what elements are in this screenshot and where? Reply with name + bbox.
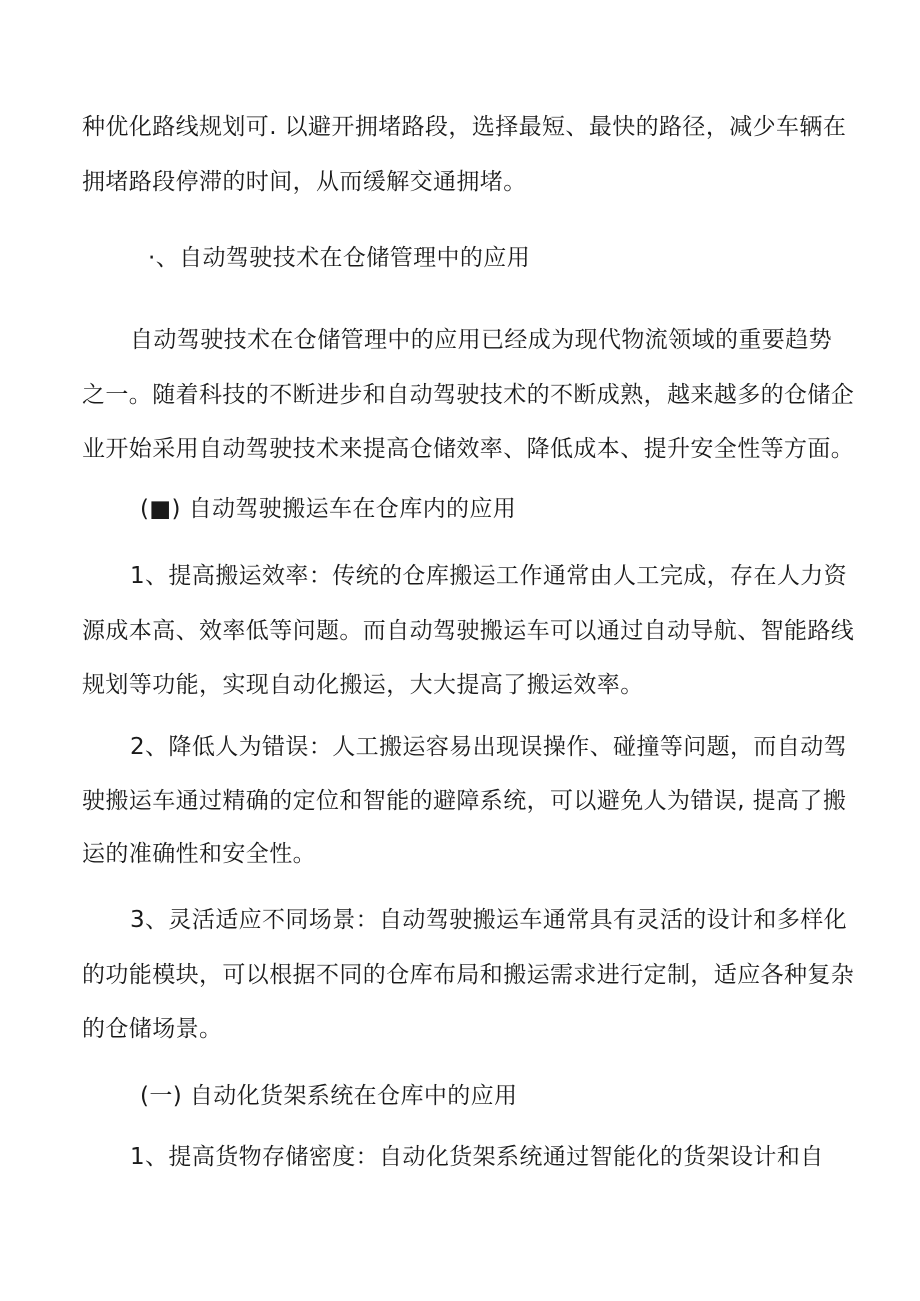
- text-line: 1、提高货物存储密度：自动化货架系统通过智能化的货架设计和自: [130, 1144, 824, 1170]
- text-line: 的仓储场景。: [82, 1016, 223, 1042]
- text-line: 业开始采用自动驾驶技术来提高仓储效率、降低成本、提升安全性等方面。: [82, 436, 855, 462]
- section-heading: ·、自动驾驶技术在仓储管理中的应用: [148, 245, 531, 271]
- text-line: 规划等功能，实现自动化搬运，大大提高了搬运效率。: [82, 672, 644, 698]
- text-line: 拥堵路段停滞的时间，从而缓解交通拥堵。: [82, 169, 527, 195]
- text-line: 自动驾驶技术在仓储管理中的应用已经成为现代物流领域的重要趋势: [130, 327, 832, 353]
- text-line: 2、降低人为错误：人工搬运容易出现误操作、碰撞等问题，而自动驾: [130, 734, 848, 760]
- text-line: 运的准确性和安全性。: [82, 841, 316, 867]
- subsection-heading: (一) 自动化货架系统在仓库中的应用: [140, 1083, 518, 1109]
- text-line: 3、灵活适应不同场景：自动驾驶搬运车通常具有灵活的设计和多样化: [130, 907, 848, 933]
- subsection-heading: (■) 自动驾驶搬运车在仓库内的应用: [140, 496, 517, 522]
- text-line: 驶搬运车通过精确的定位和智能的避障系统，可以避免人为错误, 提高了搬: [82, 788, 847, 814]
- text-line: 的功能模块，可以根据不同的仓库布局和搬运需求进行定制，适应各种复杂: [82, 962, 855, 988]
- text-line: 之一。随着科技的不断进步和自动驾驶技术的不断成熟，越来越多的仓储企: [82, 382, 855, 408]
- text-line: 1、提高搬运效率：传统的仓库搬运工作通常由人工完成，存在人力资: [130, 563, 848, 589]
- text-line: 种优化路线规划可. 以避开拥堵路段，选择最短、最快的路径，减少车辆在: [82, 114, 847, 140]
- text-line: 源成本高、效率低等问题。而自动驾驶搬运车可以通过自动导航、智能路线: [82, 618, 855, 644]
